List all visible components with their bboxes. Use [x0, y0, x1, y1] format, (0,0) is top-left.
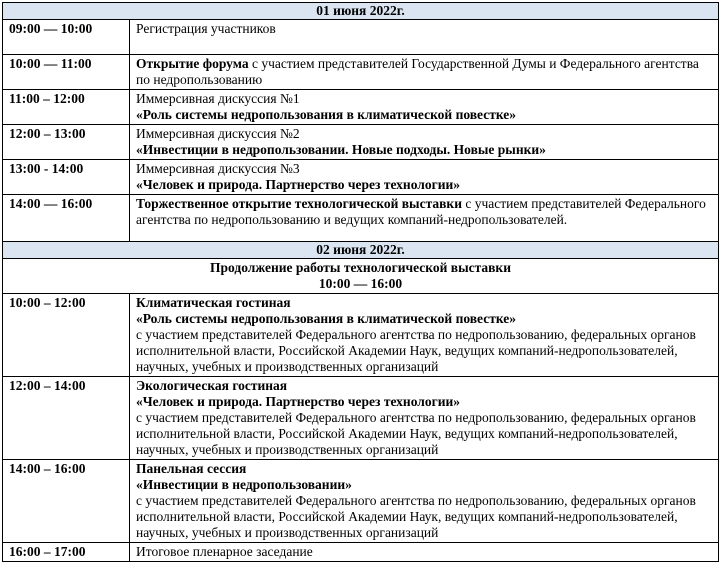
day1-header-row: [3, 3, 719, 20]
event-title: Открытие форума: [136, 56, 249, 71]
schedule-row: [3, 195, 719, 242]
schedule-row: [3, 294, 719, 377]
event-cell: [130, 543, 719, 562]
event-title: Торжественное открытие технологической выставки: [136, 196, 462, 211]
event-cell: [130, 55, 719, 90]
event-title: «Человек и природа. Партнерство через технологии»: [136, 177, 461, 192]
schedule-row: [3, 377, 719, 460]
time-cell: 10:00 — 11:00: [3, 55, 130, 90]
exhibition-note-row: [3, 259, 719, 294]
event-title: «Инвестиции в недропользовании. Новые подходы. Новые рынки»: [136, 142, 546, 157]
event-cell: [130, 460, 719, 543]
time-cell: 14:00 — 16:00: [3, 195, 130, 242]
time-cell: 12:00 – 14:00: [3, 377, 130, 460]
event-description: с участием представителей Государственной Думы и Федерального агентства по недропользованию: [136, 56, 699, 87]
event-cell: [130, 90, 719, 125]
schedule-row: [3, 55, 719, 90]
event-cell: [130, 377, 719, 460]
event-text: Регистрация участников: [136, 21, 276, 36]
day2-date: 02 июня 2022г.: [3, 242, 719, 259]
time-cell: 09:00 — 10:00: [3, 20, 130, 55]
schedule-row: [3, 160, 719, 195]
event-description: с участием представителей Федерального агентства по недропользованию, федеральных органов исполнительной власти, Российской Академии Наук, ведущих компаний-недропользователей, научных, учебных и производственных организаций: [136, 493, 696, 540]
schedule-row: [3, 543, 719, 562]
exhibition-note-time: 10:00 — 16:00: [318, 276, 403, 291]
time-cell: 12:00 – 13:00: [3, 125, 130, 160]
schedule-row: [3, 90, 719, 125]
event-cell: [130, 294, 719, 377]
event-text: Иммерсивная дискуссия №1: [136, 91, 300, 106]
event-cell: [130, 160, 719, 195]
event-subtitle: «Роль системы недропользования в климатической повестке»: [136, 311, 517, 326]
event-text: Иммерсивная дискуссия №3: [136, 161, 300, 176]
time-cell: 16:00 – 17:00: [3, 543, 130, 562]
event-description: с участием представителей Федерального агентства по недропользованию, федеральных органов исполнительной власти, Российской Академии Наук, ведущих компаний-недропользователей, научных, учебных и производственных организаций: [136, 410, 696, 457]
event-title: Экологическая гостиная: [136, 378, 288, 393]
schedule-table: [2, 2, 719, 562]
event-cell: [130, 125, 719, 160]
exhibition-note-title: Продолжение работы технологической выставки: [210, 260, 511, 275]
event-text: Иммерсивная дискуссия №2: [136, 126, 300, 141]
schedule-row: [3, 20, 719, 55]
event-cell: [130, 20, 719, 55]
schedule-row: [3, 460, 719, 543]
day2-header-row: [3, 242, 719, 259]
day1-date: 01 июня 2022г.: [3, 3, 719, 20]
event-text: Итоговое пленарное заседание: [136, 544, 313, 559]
event-description: с участием представителей Федерального агентства по недропользованию и ведущих компаний-недропользователей.: [136, 196, 706, 227]
time-cell: 13:00 - 14:00: [3, 160, 130, 195]
time-cell: 10:00 – 12:00: [3, 294, 130, 377]
time-cell: 14:00 – 16:00: [3, 460, 130, 543]
event-subtitle: «Инвестиции в недропользовании»: [136, 477, 352, 492]
event-title: Климатическая гостиная: [136, 295, 291, 310]
exhibition-note: [3, 259, 719, 294]
event-title: «Роль системы недропользования в климатической повестке»: [136, 107, 517, 122]
time-cell: 11:00 – 12:00: [3, 90, 130, 125]
event-title: Панельная сессия: [136, 461, 247, 476]
event-cell: [130, 195, 719, 242]
schedule-row: [3, 125, 719, 160]
event-description: с участием представителей Федерального агентства по недропользованию, федеральных органов исполнительной власти, Российской Академии Наук, ведущих компаний-недропользователей, научных, учебных и производственных организаций: [136, 327, 696, 374]
event-subtitle: «Человек и природа. Партнерство через технологии»: [136, 394, 461, 409]
